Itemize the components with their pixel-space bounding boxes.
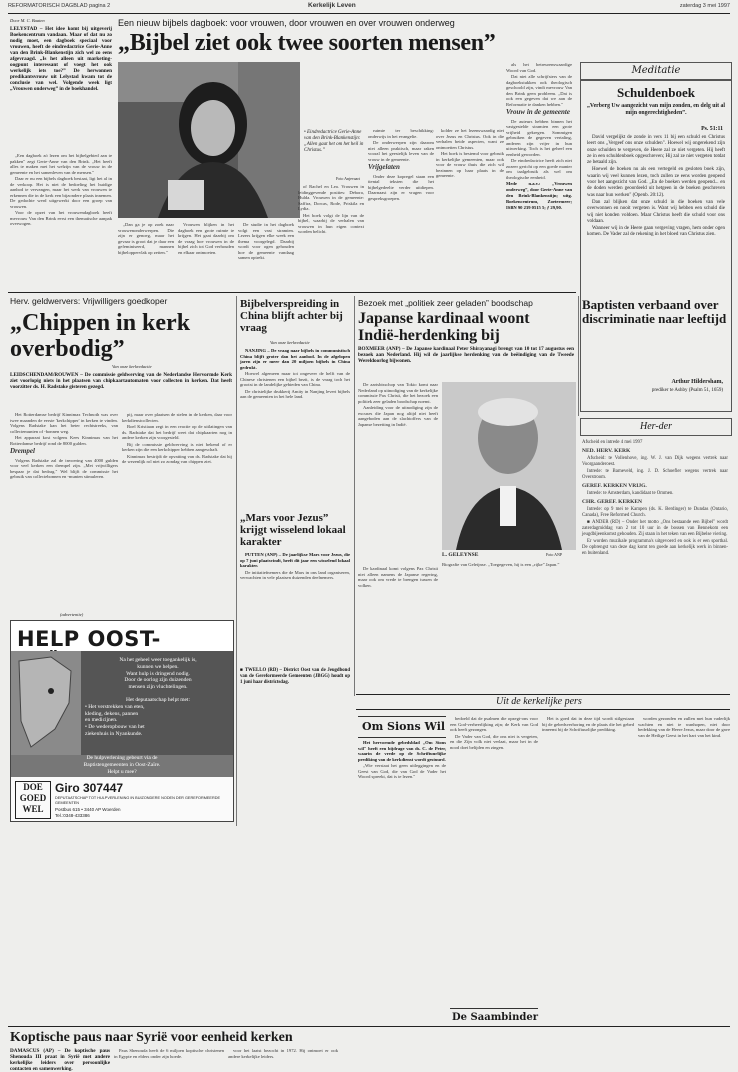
herder-body: Afscheid en intrede 4 mei 1997 NED. HERV. KERK Afscheid: te Vollenhove, ing. W. J. van Dijk wegens vertrek naar Voorgaanderoest. Intrede: te Barneveld, ing. J. D. Schoefler wegens vertrek naar Overstroom. GEREF. KERKEN VRIJG. Intrede: te Amsterdam, kandidaat te Ommen. CHR. GEREF. KERKEN Intrede: op 9 mei te Kampen (ds. K. Berdinger) te Dundas (Ontario, Canada), Free Reformed Church. ■ ANDER (RD) – Onder het motto „Ons bestaande een Bijbel" wordt zaterdagmiddag van 2 tot 10 uur in de bossen van Bennekom een jeugdbijeenkomst gehouden. Zij staan in het teken van een Bijbelse viering. Er worden muzikale programma's uitgevoerd en ook is er een sporthal. De opbrengst van deze dag komt ten goede aan kerkelijk werk in binnen- en buitenland. bbox=[582, 440, 728, 556]
masthead-right: zaterdag 3 mei 1997 bbox=[679, 3, 730, 9]
lead-photo-caption: • Eindredactrice Gerie-Anne van den Brink-Blankenstijn: „Allen gaat het om het heil in Christus.” bbox=[304, 130, 364, 153]
japan-photo-credit: Foto ANP bbox=[546, 552, 563, 557]
pers-label: Uit de kerkelijke pers bbox=[496, 696, 582, 707]
lead-headline: „Bijbel ziet ook twee soorten mensen” bbox=[118, 30, 496, 56]
japan-photo-text: Biografie van Geleijnse. „Toegegeven, hij is een „rijke” Japan.” bbox=[442, 562, 560, 567]
portrait-image bbox=[442, 382, 576, 550]
koptische-col2: Paus Shenouda heeft de 6 miljoen koptische christenen in Egypte en elders onder zijn hoede. bbox=[114, 1048, 224, 1059]
ad-address: Postbus 615 • 3440 AP Woerden bbox=[55, 807, 121, 812]
japan-photo-caption: L. GELEYNSE bbox=[442, 552, 479, 558]
herder-banner bbox=[580, 418, 732, 436]
masthead-rule bbox=[8, 13, 730, 14]
baptisten-headline: Baptisten verbaand over discriminatie naar leeftijd bbox=[582, 297, 727, 326]
ad-map bbox=[11, 651, 81, 755]
column-rule bbox=[354, 296, 355, 696]
lead-byline: Door M. C. Baaten bbox=[10, 18, 45, 23]
lead-col6-body: ruimte ter beschikking: onderwijs in het evangelie. De onderwerpen zijn daarom niet alleen praktisch, maar raken vooral het geestelijk leven van de vrouw in de gemeente. Vrijgelaten Onder deze kopregel staan een tiental teksten die het bijbelgedeelte verder uitdiepen. Daarnaast zijn er vragen voor gespreksgroepen. bbox=[368, 128, 434, 201]
herder-heading2: GEREF. KERKEN VRIJG. bbox=[582, 483, 647, 489]
chippen-kicker: Herv. geldwervers: Vrijwilligers goedkoper bbox=[10, 296, 168, 306]
ad-logo: DOE GOED WEL bbox=[15, 781, 51, 819]
masthead-left: REFORMATORISCH DAGBLAD pagina 2 bbox=[8, 3, 111, 9]
lead-col7-body: kolder ze het lezenswaardig niet over Jezus en Christus. Ook in die verhalen beide aspecten, want ze ontmoetten Christus. Het boek is bestemd voor gebruik in kerkelijke gemeenten, maar ook voor de vrouw thuis die zich wil bezinnen op haar plaats in de gemeente. bbox=[436, 128, 504, 178]
masthead bbox=[8, 3, 730, 12]
lead-col3-body: Vrouwen blijken in het dagboek een grote ruimte te krijgen. Het gaat daarbij om de vraag hoe vrouwen in de bijbel zich tot God verhouden en elkaar ontmoeten. bbox=[178, 222, 234, 255]
section-rule bbox=[8, 292, 576, 293]
ad-phone: Tel.:0348-433386 bbox=[55, 813, 90, 818]
tiwello-body bbox=[240, 668, 350, 708]
ad-list-item: kleding, dekens, pannen bbox=[85, 710, 139, 717]
pers-col1-body: Het hervormde gebedsblad „Om Sions wil" heeft een bijdrage van ds. C. de Peter, waarin de vrede op de Schriftuurlijke prediking van de kerkdienst wordt gestuurd. „Wie verstaat het geen uitleggingen en de Geest van God, die van God de Vader het Woord spreekt, dat is te lezen." bbox=[358, 740, 446, 779]
lead-order-note: Mede n.a.v.: „Vrouwen onderweg”, door Gerie-Anne van den Brink-Blankenstijn; uitg. Boekencentrum, Zoetermeer; ISBN 90 239 0515 5; ƒ 29,90. bbox=[506, 181, 572, 210]
pers-col2-body: bedoeld dat de psalmen die opzegt-ons voor een God-verheerlijking zijn; de Kerk van God ook heeft gezongen. De Vader van God, die ons niet is vergeten, en die Zijn volk niet verlaat, maar het in de nood doet belijden en zingen. bbox=[450, 716, 538, 750]
lead-kicker: Een nieuw bijbels dagboek: voor vrouwen, door vrouwen en over vrouwen onderweg bbox=[118, 18, 455, 28]
lead-intro: LELYSTAD – Het idee komt bij uitgeverij Boekencentrum vandaan. Maar of dat nu zo nodig moet, een dagboek speciaal voor vrouwen, heeft de eindredactrice Gerie-Anne van den Brink-Blankenstijn zich wel zo eens afgevraagd. „Is het alleen uit marketing-oogpunt interessant of voegt het ook werkelijk iets toe?” De herwonnen predikantsvrouw uit Lelystad kwam tot de conclusie van wel. Volgende week ligt „Vrouwen onderweg” in de boekhandel. bbox=[10, 26, 112, 92]
pers-col3-body: Het is goed dat in deze tijd wordt stilgestaan bij de gebedsverhoring en de plaats die het gebed inneemt bij de Schriftuurlijke prediking. bbox=[542, 716, 634, 732]
japan-headline: Japanse kardinaal woont Indië-herdenking bij bbox=[358, 310, 530, 344]
lead-col8-body: als het betreurenswaardige Woord van God. Dat niet alle schrijfsters van de dagboekstukken ook theologisch geschoold zijn, vindt mevrouw Van den Brink geen probleem. „Dat is ook een gegeven dat we aan de Reformatie te danken hebben." Vrouw in de gemeente De auteurs hebben binnen het vastgestelde stramien een grote vrijheid gekregen. Sommigen gebruiken de gegeven vertaling, anderen zijn vrijer in hun uitwerking. Toch is het geheel een eenheid geworden. De eindredactrice heeft zich niet zozeer gericht op een goede manier om taalgebruik als wel om theologische eenheid. Mede n.a.v.: „Vrouwen onderweg”, door Gerie-Anne van den Brink-Blankenstijn; uitg. Boekencentrum, Zoetermeer; ISBN 90 239 0515 5; ƒ 29,90. bbox=[506, 62, 572, 210]
lead-col2-body: „Dan ga je op zoek naar vrouwenonderwerpen. Die zijn er genoeg, maar het gevaar is groot dat je daar een gefeminiseerd, mannen bijbeloppervlak op zetten." bbox=[118, 222, 174, 255]
koptische-lead: DAMASCUS (AP) – De koptische paus Shenouda III praat in Syrië met andere kerkelijke leiders over persoonlijke contacten en samenwerking. bbox=[10, 1048, 110, 1072]
map-icon bbox=[11, 651, 81, 755]
column-rule bbox=[578, 296, 579, 416]
china-headline: Bijbelverspreiding in China blijft achter bij vraag bbox=[240, 298, 343, 334]
meditatie-author-sub: prediker te Ashby (Psalm 51, 1659) bbox=[651, 388, 723, 393]
meditatie-title: Schuldenboek bbox=[616, 85, 696, 100]
chippen-col1-body: Het Rotterdamse bedrijf Kinnimax Technoth was over twee maanden de eerste 'kerkchipper' in kerken te vinden. Volgens Radstake kan het beter rechtstreeks, van collectemunten of -bonnen weg. Het apparaat kost volgens Kees Kinnimax van het Rotterdamse bedrijf rond de 8000 gulden. Drempel Volgens Radstake zal de invoering van 4000 gulden voor veel kerken een drempel zijn. „Met vrijwilligers bespaar je dat bedrag." Wel blijft de commissie het gebruik van collectebonnen en -munten stimuleren. bbox=[10, 412, 118, 479]
japan-body: De aartsbisschop van Tokio komt naar Nederland op uitnodiging van de kerkelijke commissie Pax Christi, die het bezoek een politiek zeer geladen boodschap noemt. Aanleiding voor de uitnodiging zijn de excuses die Japan nog altijd niet heeft aangeboden aan de slachtoffers van de Japanse bezetting in Indië. bbox=[358, 382, 438, 427]
lead-photo bbox=[118, 62, 300, 218]
ad-title: HELP OOST- bbox=[17, 627, 161, 651]
mars-body: PUTTEN (ANP) – De jaarlijkse Mars voor Jezus, die op 7 juni plaatsvindt, heeft dit jaar een wisselend lokaal karakter. De initiatiefnemers die de Mars in ons land organiseren, verwachten in vele plaatsen duizenden deelnemers. bbox=[240, 552, 350, 580]
china-body: NANJING – De vraag naar bijbels in communistisch China blijft groter dan het aanbod. In de afgelopen jaren zijn er meer dan 20 miljoen bijbels in China gedrukt. Hoewel algemeen maar tot ongeveer de helft van de Chinese christenen een bijbel bezit, is de vraag toch het grootst in de landelijke gebieden van China. De christelijke drukkerij Amity in Nanjing levert bijbels aan de gemeenten in het hele land. bbox=[240, 348, 350, 399]
portrait-image bbox=[118, 62, 300, 218]
masthead-center: Kerkelijk Leven bbox=[308, 2, 356, 9]
ad-list-item: • Het verstrekken van eten, bbox=[85, 703, 145, 710]
advertorial-label: (advertentie) bbox=[60, 612, 84, 617]
ad-list-item: • De wederopbouw van het bbox=[85, 724, 145, 731]
ad-list-item: ziekenhuis in Nyankunde. bbox=[85, 730, 143, 737]
herder-heading1: NED. HERV. KERK bbox=[582, 448, 631, 454]
japan-photo bbox=[442, 382, 576, 550]
china-subhead: „Mars voor Jezus” krijgt wisselend lokaal karakter bbox=[240, 512, 346, 548]
meditatie-banner bbox=[580, 62, 732, 80]
japan-kicker: Bezoek met „politiek zeer geladen” boodschap bbox=[358, 298, 533, 308]
herder-label: Her-der bbox=[639, 421, 672, 432]
lead-photo-credit: Foto Anjevaart bbox=[336, 176, 360, 181]
koptische-col3: voor het laatst bezocht in 1972. Hij ontmoet er ook andere kerkelijke leiders. bbox=[228, 1048, 338, 1059]
saambinder-masthead bbox=[450, 1008, 538, 1027]
ad-list-intro: Het deputaatschap helpt met: bbox=[126, 697, 190, 703]
ad-giro: Giro 307447 bbox=[55, 781, 124, 795]
ad-list bbox=[85, 697, 231, 738]
meditatie-quote: „Verberg Uw aangezicht van mijn zonden, en delg uit al mijn ongerechtigheden”. bbox=[587, 103, 725, 116]
ad-list-item: en medicijnen. bbox=[85, 717, 118, 724]
japan-body2: De kardinaal komt volgens Pax Christi niet alleen namens de Japanse regering, maar ook om vrede te brengen tussen de volken. bbox=[358, 566, 438, 588]
ad-cta-line: Helpt u mee? bbox=[107, 769, 137, 775]
meditatie-author: Arthur Hildersham, bbox=[671, 379, 723, 385]
ad-line: kunnen we helpen. bbox=[137, 663, 179, 670]
ad-cta bbox=[11, 755, 233, 777]
koptische-headline: Koptische paus naar Syrië voor eenheid kerken bbox=[10, 1030, 293, 1045]
ad-line: mensen zijn vluchtelingen. bbox=[128, 684, 188, 691]
herder-heading3: CHR. GEREF. KERKEN bbox=[582, 499, 643, 505]
ad-lines bbox=[85, 657, 231, 691]
meditatie-label: Meditatie bbox=[631, 65, 681, 76]
column-rule bbox=[236, 296, 237, 826]
om-sions-wil-title: Om Sions Wil bbox=[362, 720, 446, 733]
chippen-headline: „Chippen in kerk overbodig” bbox=[10, 310, 191, 362]
chippen-subhead: Drempel bbox=[10, 447, 35, 455]
meditatie-body: David vergelijkt de zonde in vers 11 bij een schuld en Christus leert ons „Vergeef ons onze schulden". Hoewel wij ongerekend zijn onze schulden te vergeven, de Heere zal ze niet vergeten. Hij heeft ze in een schuldenboek opgeschreven; Hij zal ze niet vergeten totdat ze betaald zijn. Hoewel de boeken nu als een vertegeld en gesloten boek zijn, waarin wij veel kunnen lezen, toch zullen ze eens worden geopend voor het aangezicht van God. „En de boeken werden geopend... en de doden werden geoordeeld uit hetgeen in de boeken geschreven was naar hun werken" (Openb. 20:12). Dan zal blijken dat onze schuld in die boeken van vele overwonnen en nooit vergeten is. Want wij hebben een schuld die wij niet konden voldoen. Maar Christus heeft die schuld voor ons voldaan. Wanneer wij in de Heere gaan vergeving vragen, hem onder ogen komen. De Vader zal de rekening in het bloed van Christus zien. bbox=[587, 135, 725, 238]
lead-subhead: Vrijgelaten bbox=[368, 163, 400, 171]
japan-intro: BOXMEER (ANP) – De Japanse kardinaal Peter Shirayanagi brengt van 10 tot 17 augustus een bezoek aan Nederland. Hij wil de jaarlijkse herdenking van de beëindiging van de Tweede Wereldoorlog bijwonen. bbox=[358, 346, 574, 364]
lead-subhead2: Vrouw in de gemeente bbox=[506, 108, 570, 116]
pers-banner bbox=[356, 694, 730, 710]
ad-line: Want hulp is dringend nodig. bbox=[126, 670, 190, 677]
ad-line: Door de oorlog zijn duizenden bbox=[124, 677, 192, 684]
ad-cta-line: Baptistengemeenten in Oost-Zaïre. bbox=[83, 762, 161, 768]
lead-col4-body: De studie in het dagboek volgt een vast stramien. Lezers krijgen elke week een thema voorgelegd. Daarbij wordt voor ogen gehouden hoe de gemeente vandaag samen optrekt. bbox=[238, 222, 294, 260]
ad-org: DEPUTAATSCHAP TOT HULPVERLENING IN BUIZONDERE NODEN DER GEREFORMEERDE GEMEENTEN bbox=[55, 796, 220, 805]
meditatie-ref: Ps. 51:11 bbox=[701, 126, 723, 132]
china-byline: Van onze kerkredactie bbox=[270, 340, 310, 345]
lead-col5-body: of Rachel en Lea. Vrouwen in leidinggevende posities: Debora, Hulda. Vrouwen in de gemeente: Saffira, Dorcas, Rode, Priskila en Lydia. Het boek volgt de lijn van de bijbel, waarbij de verhalen van vrouwen in hun eigen context worden belicht. bbox=[298, 184, 364, 234]
chippen-byline: Van onze kerkredactie bbox=[112, 364, 152, 369]
ad-line: Na het geheel weer toegankelijk is, bbox=[119, 657, 197, 663]
ad-oost-zaire bbox=[10, 620, 234, 822]
om-sions-wil-masthead bbox=[358, 716, 446, 738]
chippen-col2-body: pij, maar over plaatsen de stelen in de kerken, daar voor kerkdienstcollecten. Boel Kristiaan zegt in een reactie op de uitlatingen van ds. Radstake dat het bedrijf weet dat chipkaarten nog in andere kerken zijn voorgesteld. Bij de commissie geldwerving is niet bekend of er kerken zijn die een kerkchipper hebben aangeschaft. Kinnimax bestrijdt de opvatting van ds. Radstake dat hij de wezenlijk rol niet zo zondag van chippen ziet. bbox=[122, 412, 232, 464]
saambinder-title: De Saambinder bbox=[452, 1012, 538, 1023]
tiwello-lead: ■ TWELLO (RD) – District Oost van de Jeugdbond van de Gereformeerde Gemeenten (JBGG) houdt op 1 juni haar districtsdag. bbox=[240, 668, 350, 685]
pers-col4-body: worden gezonden en zullen met hun vaderlijk wachten en niet te wanhopen, niet door bedekking van de Heere Jezus, maar door de gave van de Heilige Geest in het hart van het kind. bbox=[638, 716, 730, 738]
lead-col1-body: „Een dagboek zó lezen om het bijbelgebied aan te pakken" zegt Gerie-Anne van den Brink. „Het heeft alles te maken met het welzijn van de vrouw in de gemeente en het samenleven van de mensen." Daar er nu een bijbels dagboek bestaat, ligt het al in de verkoop. Het is niet de bedoeling het huidige aanbod te vervangen, maar het werk van vrouwen te erkennen die in de kerk een bijzondere plaats innemen. De gedachte werd uitgewerkt door een groep van vrouwen. Voor de opzet van het vrouwendagboek heeft mevrouw Van den Brink eerst een thematische aanpak overwogen. bbox=[10, 153, 112, 226]
ad-cta-line: De hulpverlening gebeurt via de bbox=[86, 755, 158, 761]
bottom-rule bbox=[8, 1026, 730, 1027]
ad-header bbox=[11, 621, 233, 651]
chippen-intro: LEIDSCHENDAM/ROUWEN – De commissie geldwerving van de Nederlandse Hervormde Kerk ziet voorlopig niets in het plaatsen van chipkaartautomaten voor collecten in kerken. Dat heeft voorzitter ds. H. Radstake gisteren gezegd. bbox=[10, 372, 232, 390]
meditatie-box bbox=[580, 80, 732, 412]
ad-panel bbox=[11, 651, 233, 755]
